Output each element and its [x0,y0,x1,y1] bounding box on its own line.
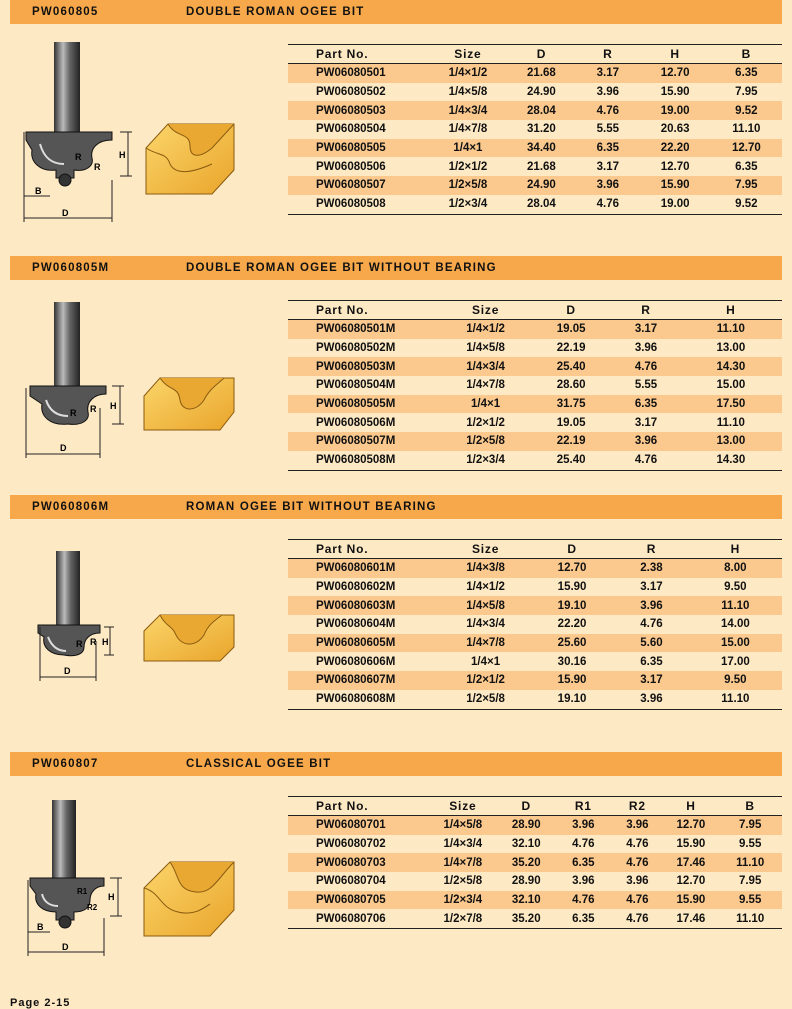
cell-b: 11.10 [732,123,761,136]
dim-label-r2: R [94,162,101,172]
cell-h: 11.10 [680,320,782,339]
cell-part-no: PW06080504M [316,379,396,392]
cell-d: 28.04 [507,101,576,120]
table-row [288,559,782,578]
cell-r1: 4.76 [572,838,595,851]
table-row [288,195,782,214]
cell-r: 5.55 [596,123,620,136]
section-code: PW060805 [32,6,99,18]
router-bit-drawing [0,551,280,691]
cell-h: 13.00 [680,432,782,451]
cell-r: 3.96 [614,596,689,615]
cell-d: 22.19 [556,342,586,355]
cell-b: 11.10 [718,909,782,928]
cell-part-no: PW06080704 [316,875,386,888]
cell-h: 20.63 [660,123,690,136]
table-row [288,835,782,854]
cell-part-no: PW06080505 [288,139,429,158]
table-row [288,413,782,432]
cell-h: 14.00 [720,618,750,631]
cell-d: 21.68 [507,64,576,83]
col-header-part-no: Part No. [288,540,441,559]
cell-size: 1/4×5/8 [466,342,505,355]
cell-d: 15.90 [530,671,614,690]
cell-h: 17.46 [664,853,719,872]
cell-h: 22.20 [640,139,711,158]
cell-size: 1/4×5/8 [448,86,488,99]
section-code: PW060806M [32,501,110,513]
section-header-bar [10,752,782,776]
dim-label-r1: R [75,152,82,162]
table-row [288,339,782,358]
col-header-r: R [576,45,639,64]
cell-r: 6.35 [640,655,663,668]
cell-h: 15.90 [676,838,706,851]
cell-part-no: PW06080606M [316,655,396,668]
cell-h: 12.70 [660,160,690,173]
col-header-b: B [718,797,782,816]
cell-h: 9.50 [689,671,782,690]
section-header-bar [10,0,782,24]
dim-label-d: D [64,666,71,676]
section-header-bar [10,256,782,280]
col-header-part-no: Part No. [288,797,429,816]
col-header-d: D [507,45,576,64]
cell-h: 15.90 [660,86,690,99]
cell-size: 1/4×7/8 [441,634,530,653]
cell-d: 19.10 [530,690,614,709]
cell-r: 3.17 [596,160,620,173]
cell-d: 15.90 [557,581,587,594]
spec-table [288,300,782,471]
cell-part-no: PW06080502 [316,86,386,99]
dim-label-b: B [35,186,42,196]
cell-size: 1/4×1/2 [466,581,505,594]
router-bit-drawing [0,296,280,466]
cell-size: 1/4×1/2 [429,64,507,83]
cell-d: 19.05 [556,416,586,429]
cell-d: 28.90 [511,875,541,888]
cell-r: 3.17 [640,581,663,594]
table-row [288,395,782,414]
cell-h: 8.00 [689,559,782,578]
cell-part-no: PW06080508M [288,451,441,470]
cell-r: 5.55 [634,379,658,392]
cell-r: 3.17 [576,64,639,83]
table-row [288,690,782,709]
cell-r: 3.96 [596,86,620,99]
table-row [288,101,782,120]
dim-label-r1: R [70,408,77,418]
table-row [288,671,782,690]
cell-part-no: PW06080505M [288,395,441,414]
cell-h: 14.30 [680,451,782,470]
table-row [288,120,782,139]
cell-d: 35.20 [497,909,555,928]
table-row [288,578,782,597]
table-header-row [288,797,782,816]
cell-b: 6.35 [735,160,758,173]
table-row [288,652,782,671]
cell-size: 1/4×3/4 [441,357,530,376]
cell-b: 6.35 [711,64,782,83]
cell-part-no: PW06080602M [316,581,396,594]
section-title: ROMAN OGEE BIT WITHOUT BEARING [186,501,437,513]
cell-h: 15.00 [716,379,746,392]
spec-table [288,44,782,215]
table-header-row [288,301,782,320]
cell-part-no: PW06080601M [288,559,441,578]
table-row [288,432,782,451]
dim-label-r1: R [76,639,83,649]
cell-d: 12.70 [530,559,614,578]
cell-size: 1/2×1/2 [441,671,530,690]
cell-h: 14.30 [680,357,782,376]
dim-label-r2: R2 [87,903,98,912]
col-header-b: B [711,45,782,64]
dim-label-r2: R [90,637,97,647]
cell-size: 1/4×1 [441,395,530,414]
cell-d: 28.90 [497,816,555,835]
dim-label-h: H [110,401,117,411]
dim-label-r2: R [90,404,97,414]
cell-part-no: PW06080501M [288,320,441,339]
dim-label-h: H [108,892,115,902]
cell-r: 6.35 [612,395,679,414]
cell-part-no: PW06080504 [316,123,386,136]
cell-r: 3.96 [576,176,639,195]
cell-d: 30.16 [557,655,587,668]
cell-part-no: PW06080507M [288,432,441,451]
cell-part-no: PW06080607M [288,671,441,690]
section-code: PW060807 [32,758,99,770]
cell-b: 9.55 [738,838,762,851]
cell-size: 1/4×3/4 [443,838,483,851]
col-header-r: R [614,540,689,559]
cell-part-no: PW06080506 [316,160,386,173]
table-row [288,320,782,339]
col-header-h: H [640,45,711,64]
cell-r1: 6.35 [555,853,611,872]
cell-r: 4.76 [576,195,639,214]
cell-d: 25.60 [530,634,614,653]
cell-h: 12.70 [664,816,719,835]
table-row [288,634,782,653]
cell-b: 9.52 [711,195,782,214]
cell-size: 1/4×3/8 [441,559,530,578]
table-row [288,176,782,195]
cell-r2: 4.76 [626,838,649,851]
cell-size: 1/4×5/8 [429,816,497,835]
spec-table [288,796,782,929]
cell-r1: 3.96 [555,816,611,835]
table-row [288,376,782,395]
table-row [288,83,782,102]
cell-r1: 4.76 [555,891,611,910]
col-header-part-no: Part No. [288,301,441,320]
col-header-r2: R2 [611,797,663,816]
section-title: CLASSICAL OGEE BIT [186,758,332,770]
cell-h: 15.90 [664,891,719,910]
table-row [288,816,782,835]
cell-size: 1/4×1 [429,139,507,158]
col-header-size: Size [441,301,530,320]
cell-r2: 3.96 [626,875,649,888]
col-header-part-no: Part No. [288,45,429,64]
router-bit-drawing [0,40,280,230]
table-header-row [288,45,782,64]
cell-b: 9.52 [711,101,782,120]
cell-part-no: PW06080503M [288,357,441,376]
cell-h: 15.00 [689,634,782,653]
cell-h: 11.10 [689,596,782,615]
cell-r: 2.38 [614,559,689,578]
table-row [288,139,782,158]
cell-h: 17.46 [664,909,719,928]
cell-r2: 4.76 [611,853,663,872]
cell-d: 31.20 [527,123,556,136]
cell-r: 4.76 [640,618,663,631]
cell-r: 4.76 [576,101,639,120]
cell-b: 11.10 [718,853,782,872]
cell-size: 1/4×1/2 [441,320,530,339]
cell-r: 4.76 [612,451,679,470]
cell-size: 1/2×7/8 [429,909,497,928]
section-header-bar [10,495,782,519]
cell-size: 1/2×3/4 [441,451,530,470]
dim-label-d: D [60,443,67,453]
table-row [288,909,782,928]
col-header-size: Size [441,540,530,559]
cell-size: 1/2×3/4 [429,891,497,910]
cell-r1: 6.35 [555,909,611,928]
cell-d: 28.04 [507,195,576,214]
cell-d: 34.40 [507,139,576,158]
cell-d: 32.10 [511,838,541,851]
cell-r: 3.96 [614,690,689,709]
cell-size: 1/2×5/8 [443,875,483,888]
col-header-h: H [689,540,782,559]
cell-part-no: PW06080502M [316,342,396,355]
cell-h: 12.70 [640,64,711,83]
col-header-d: D [530,540,614,559]
cell-d: 22.19 [530,432,612,451]
dim-label-b: B [37,922,44,932]
cell-size: 1/2×5/8 [441,690,530,709]
cell-r: 3.96 [634,342,658,355]
dim-label-d: D [62,208,69,218]
cell-size: 1/2×5/8 [441,432,530,451]
col-header-size: Size [429,797,497,816]
col-header-d: D [530,301,612,320]
col-header-r: R [612,301,679,320]
cell-r: 3.96 [612,432,679,451]
cell-h: 9.50 [724,581,747,594]
table-row [288,891,782,910]
table-row [288,615,782,634]
cell-part-no: PW06080506M [316,416,396,429]
cell-part-no: PW06080507 [288,176,429,195]
cell-h: 17.00 [720,655,750,668]
cell-h: 17.50 [680,395,782,414]
dim-label-h: H [119,150,126,160]
section-title: DOUBLE ROMAN OGEE BIT [186,6,365,18]
cell-r: 5.60 [614,634,689,653]
table-row [288,64,782,83]
cell-r: 3.17 [634,416,658,429]
cell-part-no: PW06080605M [288,634,441,653]
cell-r: 6.35 [576,139,639,158]
cell-size: 1/4×7/8 [466,379,505,392]
cell-size: 1/4×3/4 [466,618,505,631]
cell-b: 7.95 [735,86,758,99]
cell-r: 4.76 [612,357,679,376]
cell-d: 25.40 [530,451,612,470]
dim-label-r1: R1 [77,887,88,896]
cell-d: 28.60 [556,379,586,392]
cell-r2: 4.76 [611,909,663,928]
cell-h: 13.00 [716,342,746,355]
col-header-h: H [664,797,719,816]
cell-size: 1/4×1 [471,655,501,668]
cell-b: 7.95 [711,176,782,195]
cell-d: 31.75 [530,395,612,414]
cell-size: 1/4×3/4 [429,101,507,120]
cell-part-no: PW06080608M [288,690,441,709]
cell-b: 7.95 [738,875,762,888]
cell-d: 19.10 [530,596,614,615]
cell-part-no: PW06080508 [288,195,429,214]
cell-b: 12.70 [711,139,782,158]
router-bit-drawing [0,800,280,960]
cell-r2: 3.96 [611,816,663,835]
dim-label-h: H [102,637,109,647]
page-number: Page 2-15 [10,997,71,1009]
col-header-size: Size [429,45,507,64]
cell-part-no: PW06080703 [288,853,429,872]
cell-h: 12.70 [676,875,706,888]
cell-d: 24.90 [527,86,556,99]
cell-r: 3.17 [612,320,679,339]
cell-part-no: PW06080604M [316,618,396,631]
col-header-r1: R1 [555,797,611,816]
section-code: PW060805M [32,262,110,274]
cell-d: 21.68 [527,160,556,173]
section-title: DOUBLE ROMAN OGEE BIT WITHOUT BEARING [186,262,497,274]
spec-table [288,539,782,710]
cell-part-no: PW06080501 [288,64,429,83]
cell-r: 3.17 [614,671,689,690]
cell-d: 19.05 [530,320,612,339]
cell-part-no: PW06080705 [288,891,429,910]
table-row [288,157,782,176]
dim-label-d: D [62,942,69,952]
cell-h: 15.90 [640,176,711,195]
cell-h: 19.00 [640,101,711,120]
cell-part-no: PW06080503 [288,101,429,120]
table-row [288,872,782,891]
table-row [288,357,782,376]
table-row [288,451,782,470]
cell-part-no: PW06080702 [316,838,386,851]
cell-d: 22.20 [557,618,587,631]
cell-part-no: PW06080603M [288,596,441,615]
cell-size: 1/4×7/8 [429,853,497,872]
cell-r2: 4.76 [611,891,663,910]
cell-b: 7.95 [718,816,782,835]
cell-size: 1/4×5/8 [441,596,530,615]
table-header-row [288,540,782,559]
table-row [288,596,782,615]
cell-size: 1/4×7/8 [448,123,488,136]
cell-size: 1/2×1/2 [448,160,488,173]
cell-h: 19.00 [640,195,711,214]
cell-h: 11.10 [689,690,782,709]
col-header-d: D [497,797,555,816]
cell-d: 24.90 [507,176,576,195]
cell-part-no: PW06080706 [288,909,429,928]
col-header-h: H [680,301,782,320]
cell-h: 11.10 [716,416,745,429]
cell-d: 25.40 [530,357,612,376]
cell-part-no: PW06080701 [288,816,429,835]
cell-size: 1/2×5/8 [429,176,507,195]
cell-r1: 3.96 [572,875,595,888]
table-row [288,853,782,872]
cell-size: 1/2×1/2 [466,416,505,429]
cell-b: 9.55 [718,891,782,910]
cell-d: 32.10 [497,891,555,910]
cell-d: 35.20 [497,853,555,872]
cell-size: 1/2×3/4 [429,195,507,214]
